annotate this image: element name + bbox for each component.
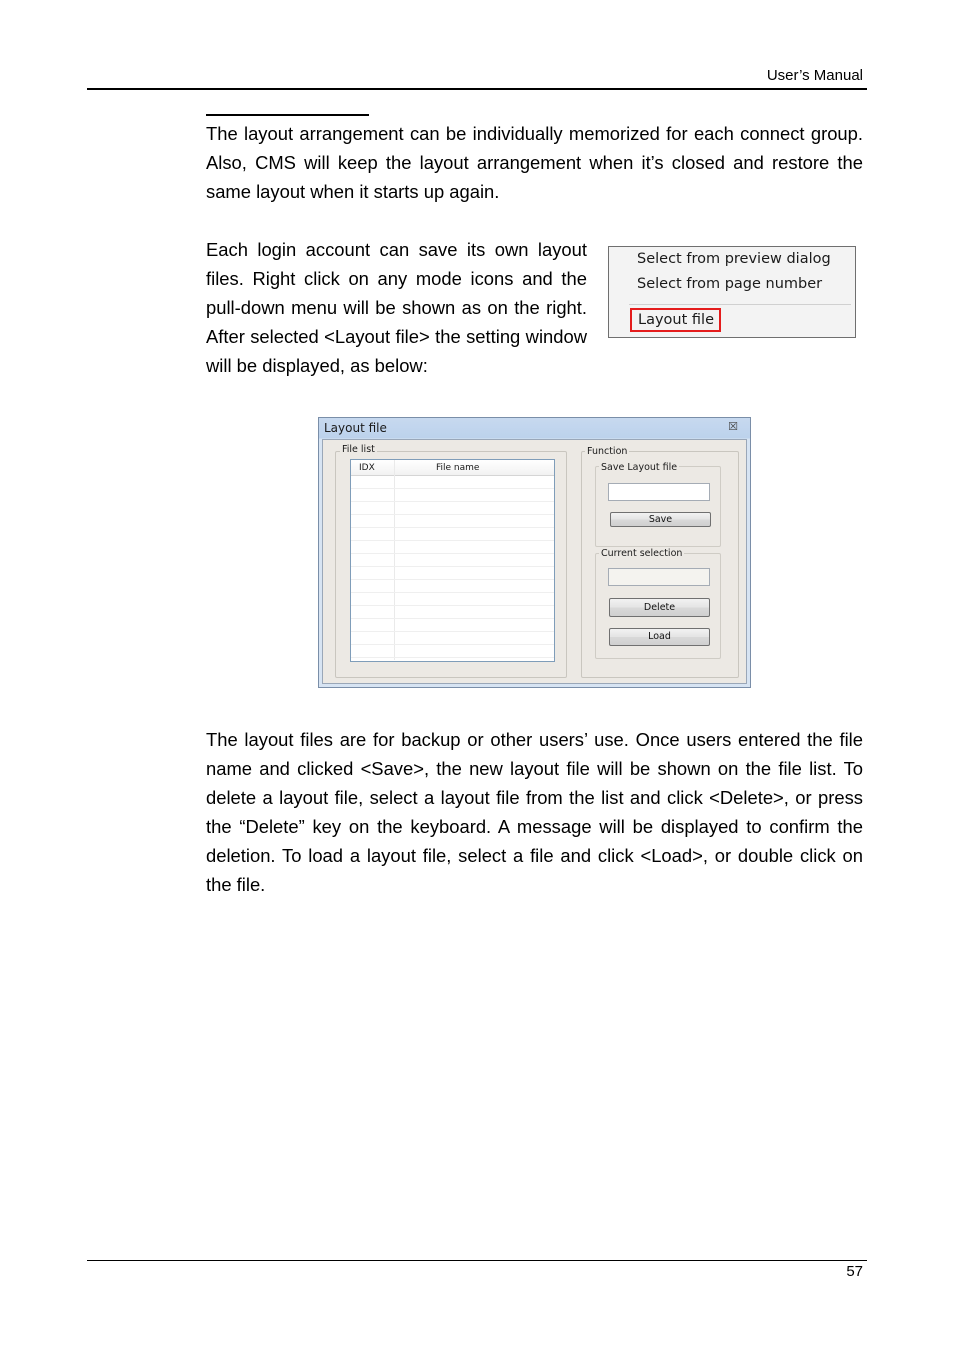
column-header-file-name[interactable]: File name	[436, 463, 480, 473]
load-button[interactable]: Load	[609, 628, 710, 646]
save-layout-label: Save Layout file	[601, 462, 678, 473]
save-button[interactable]: Save	[610, 512, 711, 527]
column-header-idx[interactable]: IDX	[359, 463, 375, 473]
file-list-view[interactable]	[350, 459, 555, 662]
file-list-rows[interactable]	[351, 476, 554, 661]
menu-item-layout-file[interactable]: Layout file	[630, 308, 721, 332]
menu-separator	[629, 304, 851, 305]
current-selection-field	[608, 568, 710, 586]
menu-item-select-page-number[interactable]: Select from page number	[637, 276, 823, 292]
footer-rule	[87, 1260, 867, 1261]
save-filename-input[interactable]	[608, 483, 710, 501]
context-menu	[608, 246, 856, 338]
header-title: User’s Manual	[766, 67, 863, 84]
delete-button[interactable]: Delete	[609, 598, 710, 617]
header-rule	[87, 88, 867, 90]
dialog-client-area	[322, 439, 747, 684]
usage-paragraph: The layout files are for backup or other users’ use. Once users entered the file name and clicked <Save>, the new layout file will be shown on the file list. To delete a layout file, select a layout file from the list and click <Delete>, or press the “Delete” key on the keyboard. A message will be displayed to confirm the deletion. To load a layout file, select a file and click <Load>, or double click on the file.	[206, 729, 863, 895]
file-list-header	[351, 460, 554, 476]
dialog-title: Layout file	[324, 421, 387, 435]
function-label: Function	[587, 446, 628, 457]
save-layout-group	[595, 466, 721, 547]
file-list-label: File list	[342, 444, 375, 455]
page-number: 57	[846, 1263, 863, 1280]
close-icon[interactable]: ☒	[728, 420, 738, 433]
menu-item-select-preview[interactable]: Select from preview dialog	[637, 251, 831, 267]
intro-paragraph: The layout arrangement can be individually memorized for each connect group. Also, CMS will keep the layout arrangement when it’s closed and restore the same layout when it starts up again.	[206, 123, 863, 202]
current-selection-label: Current selection	[601, 548, 683, 559]
section-rule	[206, 114, 369, 116]
dialog-titlebar[interactable]	[319, 418, 750, 438]
layout-file-dialog	[318, 417, 751, 688]
login-account-paragraph: Each login account can save its own layout files. Right click on any mode icons and the pull-down menu will be shown as on the right. After selected <Layout file> the setting window will be displayed, as below:	[206, 239, 587, 376]
